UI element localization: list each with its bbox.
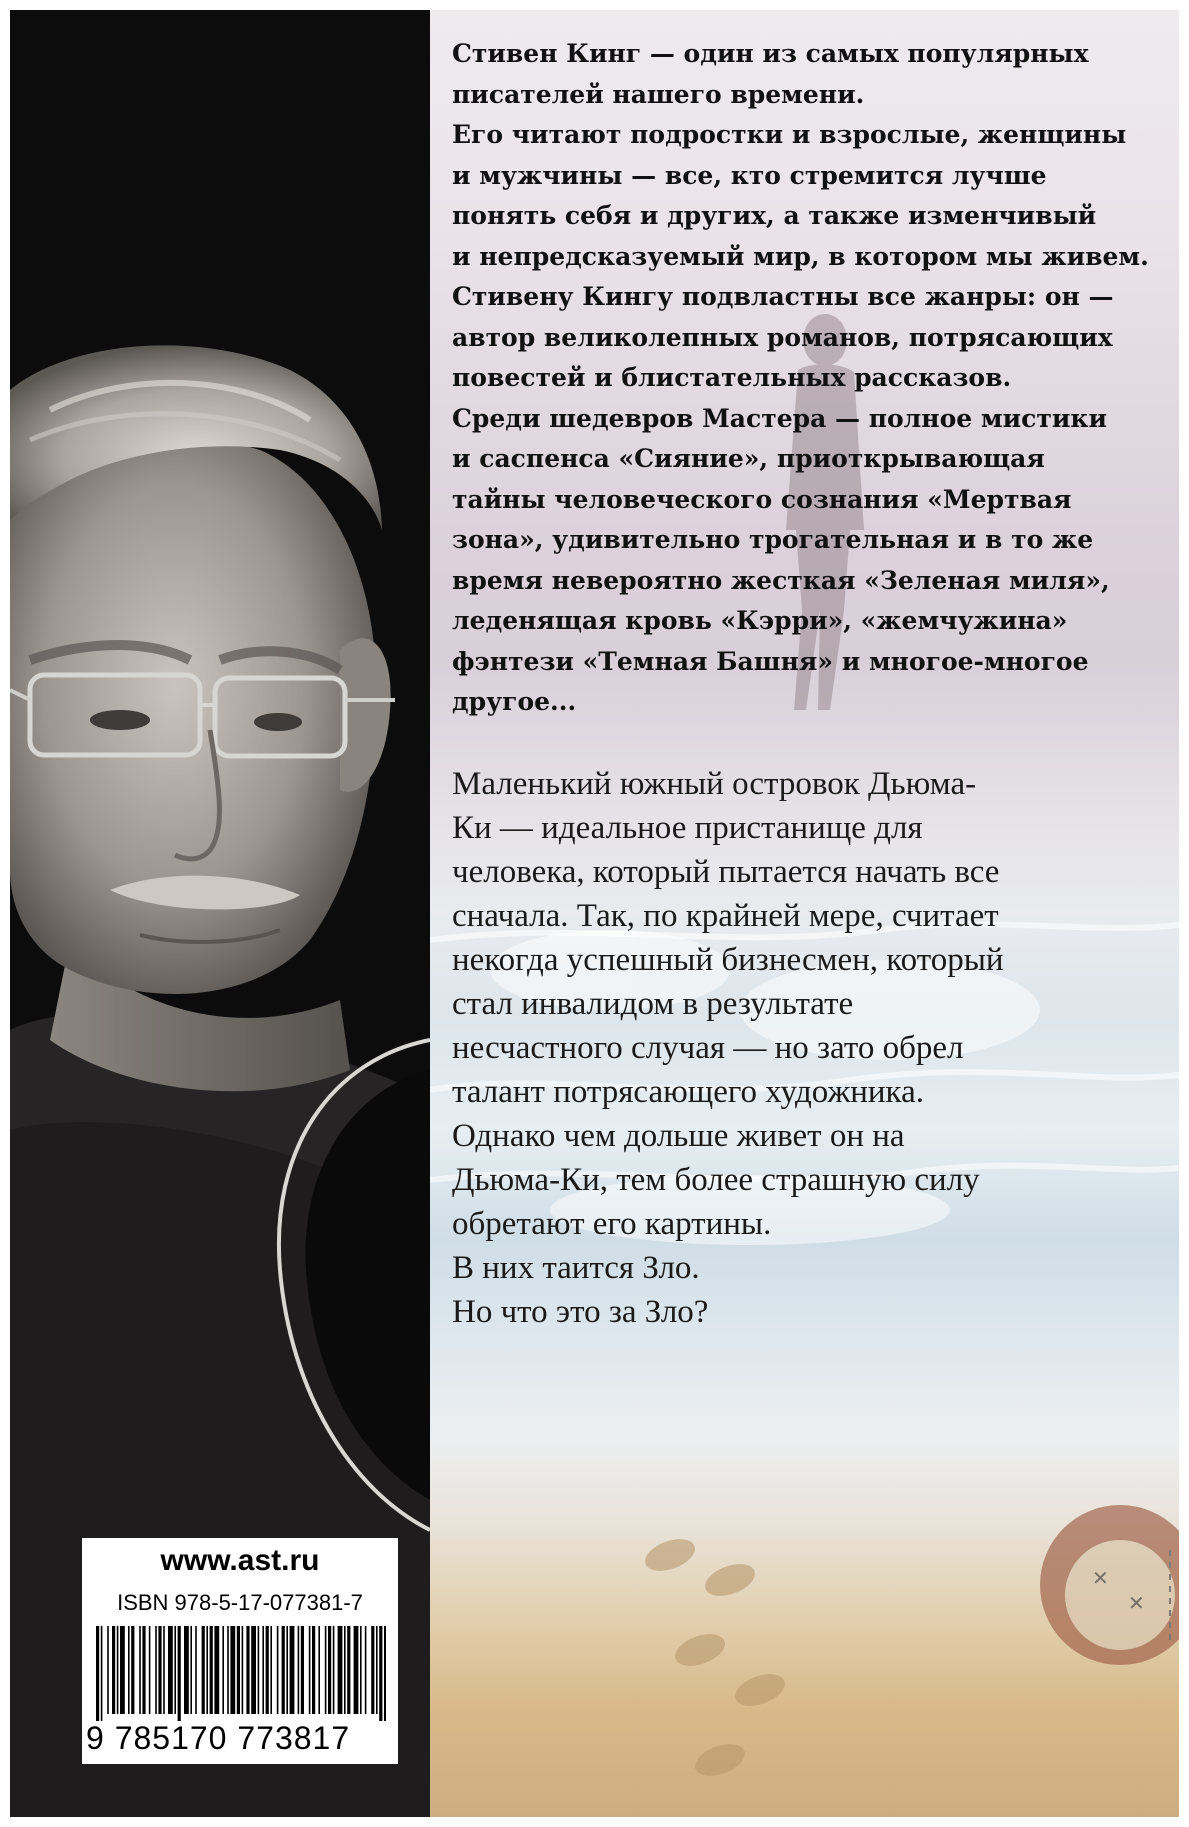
barcode-bar bbox=[107, 1626, 109, 1714]
barcode-bar bbox=[214, 1626, 219, 1714]
text-line: тайны человеческого сознания «Мертвая bbox=[452, 484, 1072, 514]
author-description bbox=[452, 34, 1152, 723]
text-line: и мужчины — все, кто стремится лучше bbox=[452, 160, 1047, 190]
isbn-barcode-box bbox=[82, 1538, 398, 1764]
text-line: человека, который пытается начать все bbox=[452, 854, 1000, 890]
text-line: талант потрясающего художника. bbox=[452, 1074, 924, 1110]
book-back-cover bbox=[10, 10, 1179, 1817]
barcode-bar bbox=[338, 1626, 343, 1714]
barcode-bar bbox=[246, 1626, 249, 1714]
text-line: обретают его картины. bbox=[452, 1206, 772, 1242]
text-line: несчастного случая — но зато обрел bbox=[452, 1030, 964, 1066]
text-line: Среди шедевров Мастера — полное мистики bbox=[452, 403, 1108, 433]
barcode-bar bbox=[376, 1626, 378, 1714]
barcode-bar bbox=[178, 1626, 181, 1721]
barcode-bar bbox=[142, 1626, 145, 1714]
barcode-bar bbox=[149, 1626, 151, 1714]
barcode-bar bbox=[262, 1626, 264, 1714]
barcode-bar bbox=[347, 1626, 350, 1714]
text-line: В них таится Зло. bbox=[452, 1250, 700, 1286]
barcode-bar bbox=[237, 1626, 240, 1714]
barcode-bar bbox=[384, 1626, 386, 1721]
text-line: стал инвалидом в результате bbox=[452, 986, 854, 1022]
text-line: Стивену Кингу подвластны все жанры: он — bbox=[452, 282, 1114, 311]
text-line: время невероятно жесткая «Зеленая миля», bbox=[452, 565, 1110, 595]
barcode-bar bbox=[301, 1626, 304, 1714]
barcode-bar bbox=[112, 1626, 115, 1714]
barcode-bar bbox=[312, 1626, 315, 1714]
barcode-bar bbox=[139, 1626, 141, 1714]
text-line: Ки — идеальное пристанище для bbox=[452, 810, 923, 846]
text-line: Его читают подростки и взрослые, женщины bbox=[452, 120, 1127, 149]
barcode-digits: 9 785170 773817 bbox=[86, 1720, 351, 1756]
text-line: Дьюма-Ки, тем более страшную силу bbox=[452, 1162, 980, 1198]
barcode-bar bbox=[282, 1626, 285, 1714]
barcode-bar bbox=[318, 1626, 320, 1714]
text-line: понять себя и других, а также изменчивый bbox=[452, 201, 1097, 230]
barcode-bar bbox=[120, 1626, 125, 1714]
barcode-bar bbox=[270, 1626, 272, 1714]
barcode-bar bbox=[290, 1626, 295, 1714]
svg-text:✕: ✕ bbox=[1092, 1566, 1109, 1590]
text-line: автор великолепных романов, потрясающих bbox=[452, 322, 1113, 352]
barcode-bar bbox=[128, 1626, 130, 1714]
text-line: леденящая кровь «Кэрри», «жемчужина» bbox=[452, 606, 1068, 635]
text-line: Маленький южный островок Дьюма- bbox=[452, 766, 977, 802]
barcode-bar bbox=[230, 1626, 235, 1714]
barcode-bar bbox=[190, 1626, 192, 1714]
text-line: писателей нашего времени. bbox=[452, 79, 865, 109]
barcode-bar bbox=[206, 1626, 208, 1714]
barcode-bar bbox=[163, 1626, 165, 1714]
text-line: зона», удивительно трогательная и в то же bbox=[452, 525, 1094, 554]
barcode-bar bbox=[325, 1626, 327, 1714]
text-line: другое... bbox=[452, 687, 577, 716]
text-line: некогда успешный бизнесмен, который bbox=[452, 942, 1004, 978]
barcode-bar bbox=[158, 1626, 161, 1714]
barcode-bar bbox=[101, 1626, 103, 1721]
barcode-bar bbox=[277, 1626, 279, 1714]
barcode-bar bbox=[379, 1626, 382, 1721]
barcode-graphic bbox=[96, 1626, 386, 1721]
barcode-bar bbox=[202, 1626, 205, 1714]
barcode-bar bbox=[266, 1626, 269, 1714]
isbn-label: ISBN 978-5-17-077381-7 bbox=[117, 1590, 363, 1615]
book-synopsis bbox=[452, 762, 1152, 1334]
barcode-bar bbox=[258, 1626, 260, 1714]
barcode-bar bbox=[155, 1626, 157, 1714]
text-line: и непредсказуемый мир, в котором мы живем. bbox=[452, 241, 1149, 271]
svg-text:✕: ✕ bbox=[1128, 1591, 1145, 1615]
barcode-bar bbox=[117, 1626, 119, 1714]
barcode-bar bbox=[222, 1626, 224, 1714]
barcode-bar bbox=[309, 1626, 311, 1714]
publisher-website: www.ast.ru bbox=[160, 1544, 320, 1577]
text-line: сначала. Так, по крайней мере, считает bbox=[452, 898, 999, 934]
barcode-bar bbox=[131, 1626, 134, 1714]
barcode-bar bbox=[365, 1626, 367, 1714]
barcode-bar bbox=[174, 1626, 176, 1714]
barcode-bar bbox=[328, 1626, 331, 1714]
text-line: Стивен Кинг — один из самых популярных bbox=[452, 39, 1089, 68]
barcode-bar bbox=[210, 1626, 213, 1714]
barcode-bar bbox=[227, 1626, 229, 1714]
barcode-bar bbox=[354, 1626, 359, 1714]
barcode-bar bbox=[286, 1626, 288, 1714]
barcode-bar bbox=[360, 1626, 362, 1714]
text-line: и саспенса «Сияние», приоткрывающая bbox=[452, 444, 1045, 473]
text-line: Но что это за Зло? bbox=[452, 1294, 709, 1330]
barcode-bar bbox=[195, 1626, 197, 1714]
barcode-bar bbox=[96, 1626, 99, 1721]
text-line: повестей и блистательных рассказов. bbox=[452, 363, 1012, 392]
beach-scene-background bbox=[430, 10, 1179, 1817]
barcode-bar bbox=[344, 1626, 346, 1714]
barcode-bar bbox=[371, 1626, 374, 1714]
text-line: Однако чем дольше живет он на bbox=[452, 1118, 905, 1154]
barcode-bar bbox=[184, 1626, 189, 1714]
barcode-bar bbox=[242, 1626, 244, 1714]
text-line: фэнтези «Темная Башня» и многое-многое bbox=[452, 646, 1089, 676]
barcode-bar bbox=[298, 1626, 300, 1714]
barcode-bar bbox=[168, 1626, 173, 1714]
barcode-bar bbox=[333, 1626, 335, 1714]
barcode-bar bbox=[251, 1626, 256, 1714]
